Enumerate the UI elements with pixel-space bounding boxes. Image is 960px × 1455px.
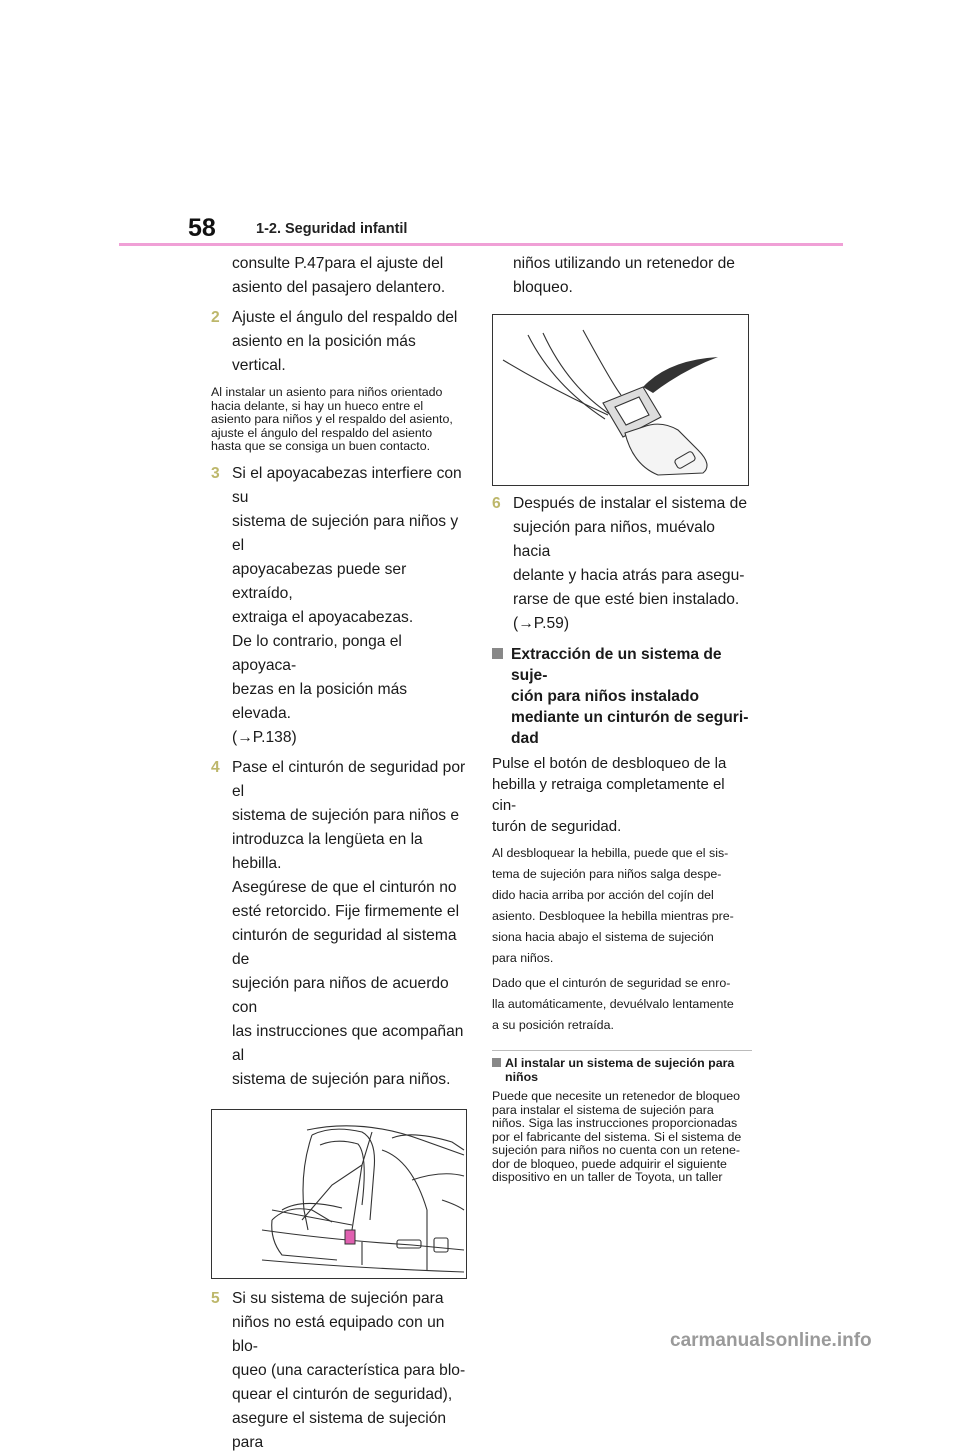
step-5 — [211, 1287, 467, 1455]
text-line: niños no está equipado con un blo- — [232, 1313, 445, 1355]
text-line: las instrucciones que acompañan al — [232, 1022, 464, 1064]
text-line: lla automáticamente, devuélvalo lentamente — [492, 997, 734, 1011]
text-line: sujeción para niños, muévalo hacia — [513, 519, 715, 560]
text-line: turón de seguridad. — [492, 818, 622, 835]
step-number: 6 — [492, 495, 501, 512]
step-number: 3 — [211, 464, 220, 482]
arrow-icon — [643, 357, 718, 393]
text-line: Pase el cinturón de seguridad por el — [232, 758, 466, 800]
step-number: 4 — [211, 758, 220, 776]
step-number: 5 — [211, 1289, 220, 1307]
text-line: niños utilizando un retenedor de — [513, 255, 735, 272]
text-line: asiento para niños y el respaldo del asiento, — [211, 412, 453, 426]
text-line: niños. Siga las instrucciones proporcionadas — [492, 1116, 738, 1130]
section-title: 1-2. Seguridad infantil — [256, 221, 408, 237]
text-line: tema de sujeción para niños salga despe- — [492, 867, 722, 881]
text-line: para instalar el sistema de sujeción para — [492, 1102, 714, 1117]
child-seat-illustration — [211, 1109, 467, 1279]
step-number: 2 — [211, 309, 220, 326]
text-line: sistema de sujeción para niños y el — [232, 512, 459, 554]
text-line: dispositivo en un taller de Toyota, un taller — [492, 1170, 723, 1184]
text-line: De lo contrario, ponga el apoyaca- — [232, 632, 402, 674]
text-line: introduzca la lengüeta en la hebilla. — [232, 830, 423, 872]
left-column — [211, 252, 467, 1455]
text-line: mediante un cinturón de seguri- — [511, 709, 749, 726]
note-unlock — [492, 843, 752, 969]
text-line: asiento del pasajero delantero. — [232, 279, 446, 296]
text-line: asegure el sistema de sujeción para — [232, 1409, 447, 1451]
text-line: Puede que necesite un retenedor de bloqueo — [492, 1089, 741, 1103]
text-line: por el fabricante del sistema. Si el sistema de — [492, 1129, 742, 1144]
text-line: Ajuste el ángulo del respaldo del — [232, 309, 458, 326]
text-line: asiento en la posición más vertical. — [232, 333, 416, 374]
text-line: bezas en la posición más elevada. — [232, 680, 408, 722]
text-line: Pulse el botón de desbloqueo de la — [492, 755, 727, 772]
install-note-heading — [492, 1056, 752, 1084]
text-line: dido hacia arriba por acción del cojín del — [492, 888, 714, 902]
note-retract — [492, 973, 752, 1036]
right-column — [492, 252, 752, 1185]
text-line: quear el cinturón de seguridad), — [232, 1385, 453, 1403]
text-line: Al instalar un asiento para niños orientado — [211, 385, 443, 399]
text-line: Después de instalar el sistema de — [513, 495, 748, 512]
page-reference[interactable]: (→P.59) — [513, 615, 570, 632]
text-line: dor de bloqueo, puede adquirir el siguiente — [492, 1156, 727, 1171]
text-line: Si su sistema de sujeción para — [232, 1289, 444, 1307]
text-line: esté retorcido. Fije firmemente el — [232, 902, 460, 920]
text-line: delante y hacia atrás para asegu- — [513, 567, 745, 584]
step-3 — [211, 462, 467, 750]
text-line: sujeción para niños de acuerdo con — [232, 974, 449, 1016]
text-line: sistema de sujeción para niños e — [232, 806, 460, 824]
text-line: hebilla y retraiga completamente el cin- — [492, 776, 725, 814]
text-line: sujeción para niños no cuenta con un retene- — [492, 1143, 740, 1157]
install-note-body — [492, 1090, 752, 1185]
step-6 — [492, 492, 752, 636]
page-number: 58 — [188, 214, 216, 242]
locking-clip-drawing — [493, 315, 747, 484]
text-line: dad — [511, 730, 539, 747]
text-line: asiento. Desbloquee la hebilla mientras pre- — [492, 909, 734, 923]
text-line: Al desbloquear la hebilla, puede que el sis- — [492, 846, 729, 860]
text-line: apoyacabezas puede ser extraído, — [232, 560, 407, 602]
text-line: ajuste el ángulo del respaldo del asiento — [211, 425, 433, 440]
header-rule — [119, 243, 843, 246]
text-line: sistema de sujeción para niños. — [232, 1070, 451, 1088]
text-line: para niños. — [492, 951, 554, 965]
text-line: rarse de que esté bien instalado. — [513, 591, 740, 608]
rear-seat-drawing — [212, 1110, 465, 1277]
text-line: siona hacia abajo el sistema de sujeción — [492, 930, 714, 944]
text-line: queo (una característica para blo- — [232, 1361, 466, 1379]
page-reference[interactable]: (→P.138) — [232, 728, 297, 746]
text-line: bloqueo. — [513, 279, 573, 296]
continuation-paragraph — [492, 252, 752, 300]
text-line: Al instalar un sistema de sujeción para — [505, 1056, 735, 1070]
square-bullet-icon — [492, 1058, 501, 1067]
text-line: extraiga el apoyacabezas. — [232, 608, 414, 626]
text-line: niños — [505, 1070, 539, 1084]
text-line: consulte P.47para el ajuste del — [232, 255, 444, 272]
text-line: hacia delante, si hay un hueco entre el — [211, 398, 424, 413]
step-2 — [211, 306, 467, 378]
text-line: hasta que se consiga un buen contacto. — [211, 439, 431, 453]
text-line: Si el apoyacabezas interfiere con su — [232, 464, 462, 506]
text-line: a su posición retraída. — [492, 1018, 614, 1032]
lock-clip-marker — [345, 1230, 355, 1244]
text-line: Asegúrese de que el cinturón no — [232, 878, 457, 896]
note-backrest — [211, 386, 467, 454]
text-line: cinturón de seguridad al sistema de — [232, 926, 457, 968]
text-line: Extracción de un sistema de suje- — [511, 646, 722, 684]
watermark: carmanualsonline.info — [670, 1330, 872, 1351]
square-bullet-icon — [492, 648, 503, 659]
locking-clip-illustration — [492, 314, 749, 486]
text-line: Dado que el cinturón de seguridad se enro- — [492, 976, 731, 990]
text-line: ción para niños instalado — [511, 688, 700, 705]
step-4 — [211, 756, 467, 1092]
intro-paragraph — [211, 252, 467, 300]
removal-paragraph — [492, 753, 752, 837]
section-divider — [492, 1050, 752, 1051]
removal-section-heading — [492, 644, 752, 749]
